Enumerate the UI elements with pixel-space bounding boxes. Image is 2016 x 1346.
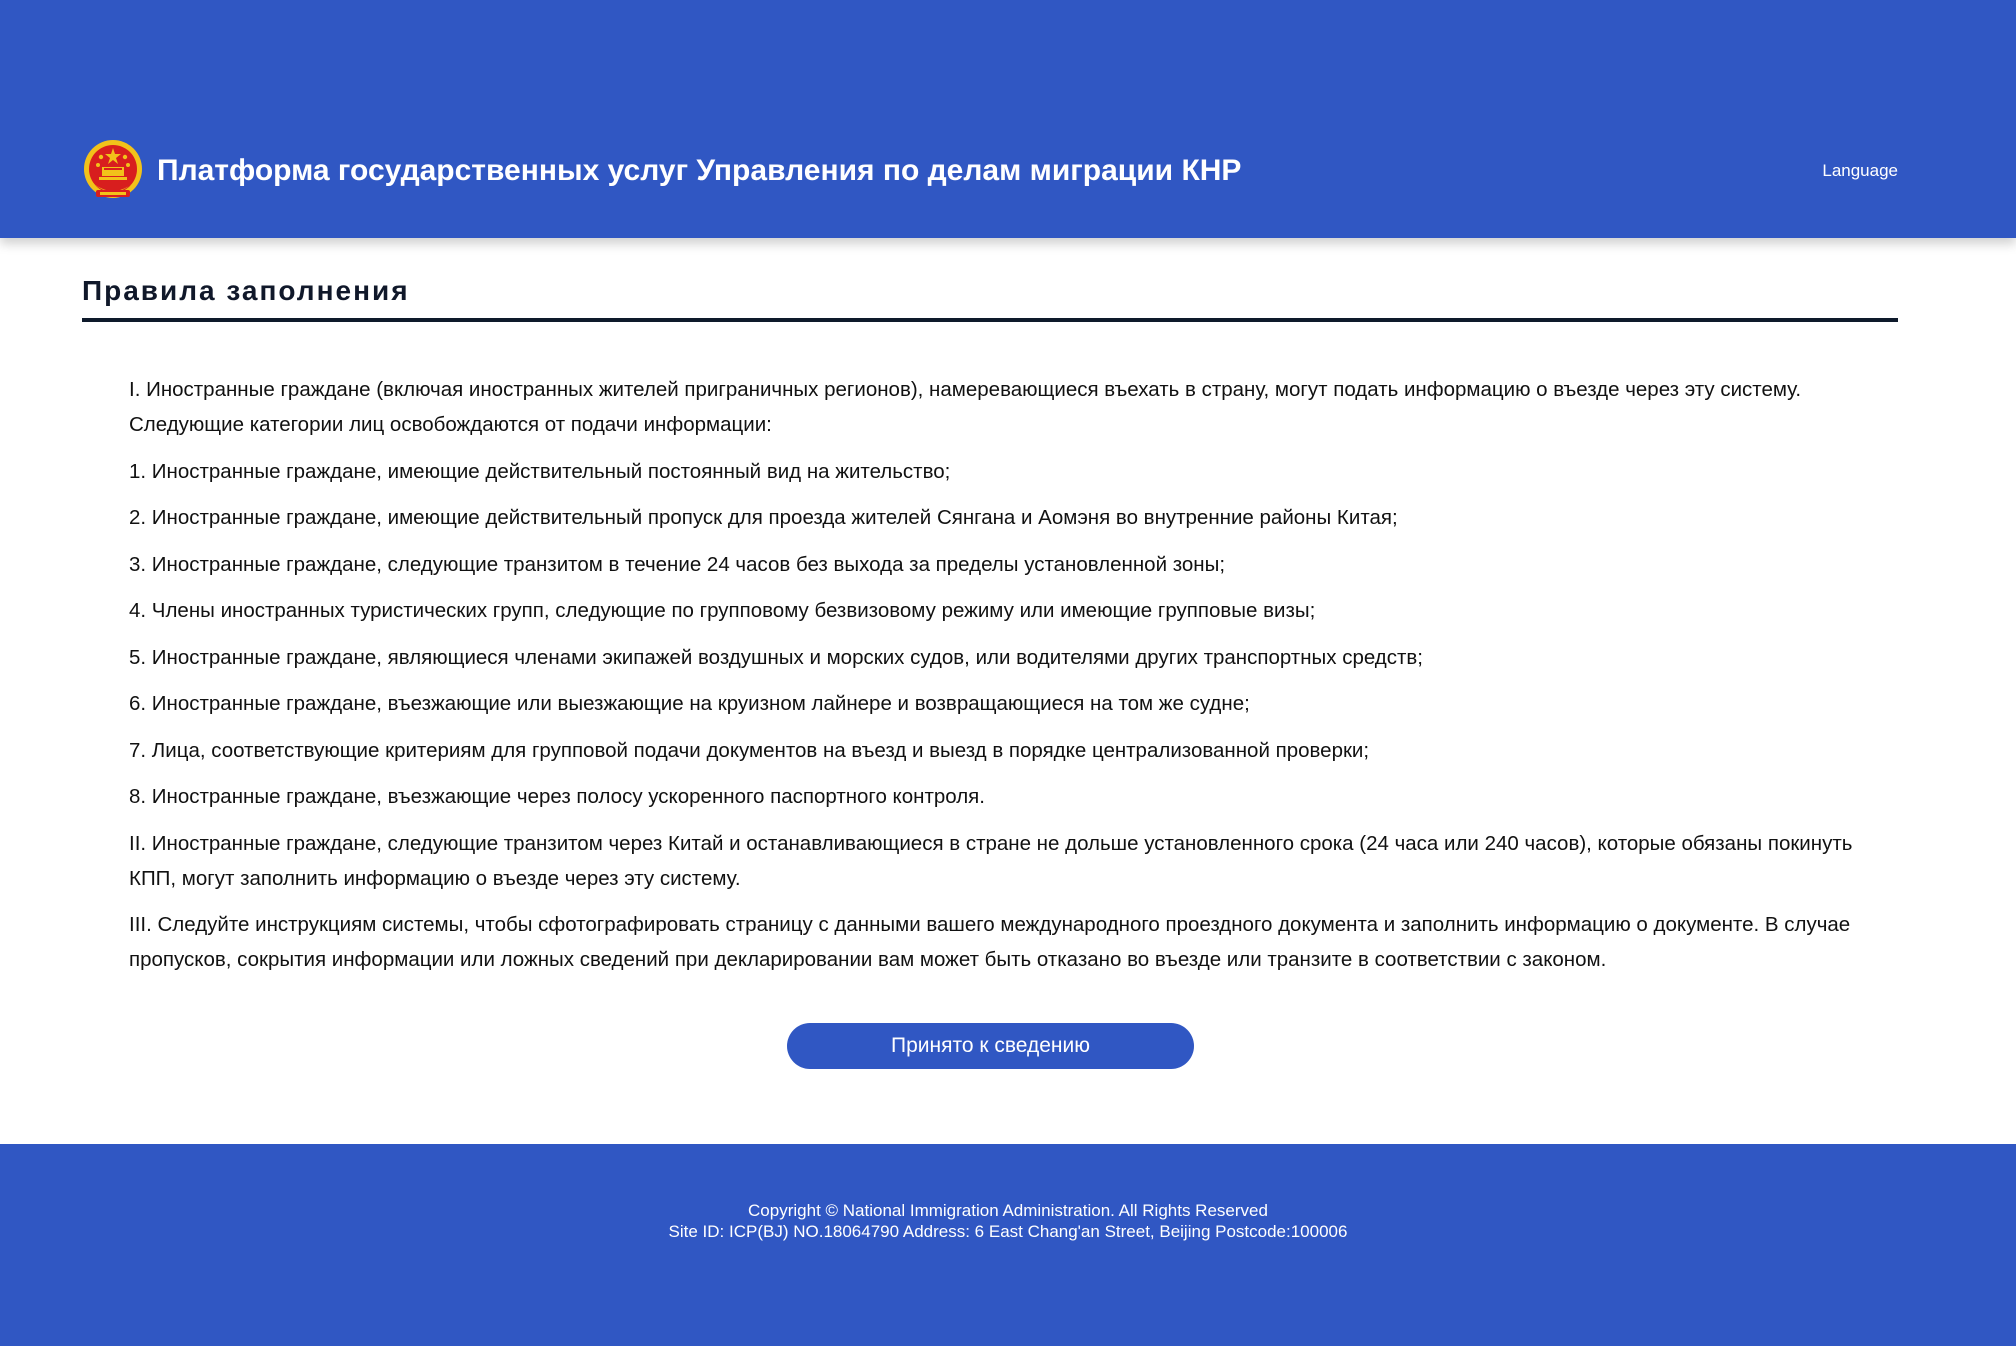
rule-paragraph: III. Следуйте инструкциям системы, чтобы сфотографировать страницу с данными вашего международного проездного документа и заполнить информацию о документе. В случае пропусков, сокрытия информации или ложных сведений при декларировании вам может быть отказано во въезде или транзите в соответствии с законом. bbox=[129, 913, 1851, 971]
footer-site-info: Site ID: ICP(BJ) NO.18064790 Address: 6 East Chang'an Street, Beijing Postcode:100006 bbox=[668, 1222, 1348, 1241]
footer-copyright: Copyright © National Immigration Administration. All Rights Reserved bbox=[748, 1201, 1268, 1220]
rule-item: 2. Иностранные граждане, имеющие действительный пропуск для проезда жителей Сянгана и Аомэня во внутренние районы Китая; bbox=[129, 506, 1398, 529]
footer-text bbox=[0, 1200, 2016, 1242]
rule-item: 8. Иностранные граждане, въезжающие через полосу ускоренного паспортного контроля. bbox=[129, 785, 985, 808]
rules-text bbox=[129, 372, 1859, 989]
national-emblem-icon bbox=[82, 138, 144, 204]
rule-item: 5. Иностранные граждане, являющиеся членами экипажей воздушных и морских судов, или водителями других транспортных средств; bbox=[129, 645, 1423, 669]
site-title: Платформа государственных услуг Управления по делам миграции КНР bbox=[157, 154, 1242, 187]
acknowledge-button[interactable]: Принято к сведению bbox=[787, 1023, 1194, 1069]
title-divider bbox=[82, 318, 1898, 322]
main-content bbox=[0, 238, 2016, 1144]
page-title: Правила заполнения bbox=[82, 275, 410, 306]
rule-paragraph: I. Иностранные граждане (включая иностранных жителей приграничных регионов), намеревающиеся въехать в страну, могут подать информацию о въезде через эту систему. Следующие категории лиц освобождаются от подачи информации: bbox=[129, 378, 1802, 436]
rule-item: 7. Лица, соответствующие критериям для групповой подачи документов на въезд и выезд в порядке централизованной проверки; bbox=[129, 738, 1370, 762]
language-link[interactable]: Language bbox=[1822, 161, 1898, 180]
rule-item: 6. Иностранные граждане, въезжающие или выезжающие на круизном лайнере и возвращающиеся на том же судне; bbox=[129, 692, 1250, 715]
rule-item: 3. Иностранные граждане, следующие транзитом в течение 24 часов без выхода за пределы установленной зоны; bbox=[129, 552, 1226, 576]
rule-item: 4. Члены иностранных туристических групп, следующие по групповому безвизовому режиму или имеющие групповые визы; bbox=[129, 599, 1316, 622]
header-bar bbox=[0, 0, 2016, 238]
rule-item: 1. Иностранные граждане, имеющие действительный постоянный вид на жительство; bbox=[129, 459, 951, 483]
rule-paragraph: II. Иностранные граждане, следующие транзитом через Китай и останавливающиеся в стране не дольше установленного срока (24 часа или 240 часов), которые обязаны покинуть КПП, могут заполнить информацию о въезде через эту систему. bbox=[129, 831, 1853, 890]
footer-bar bbox=[0, 1144, 2016, 1346]
